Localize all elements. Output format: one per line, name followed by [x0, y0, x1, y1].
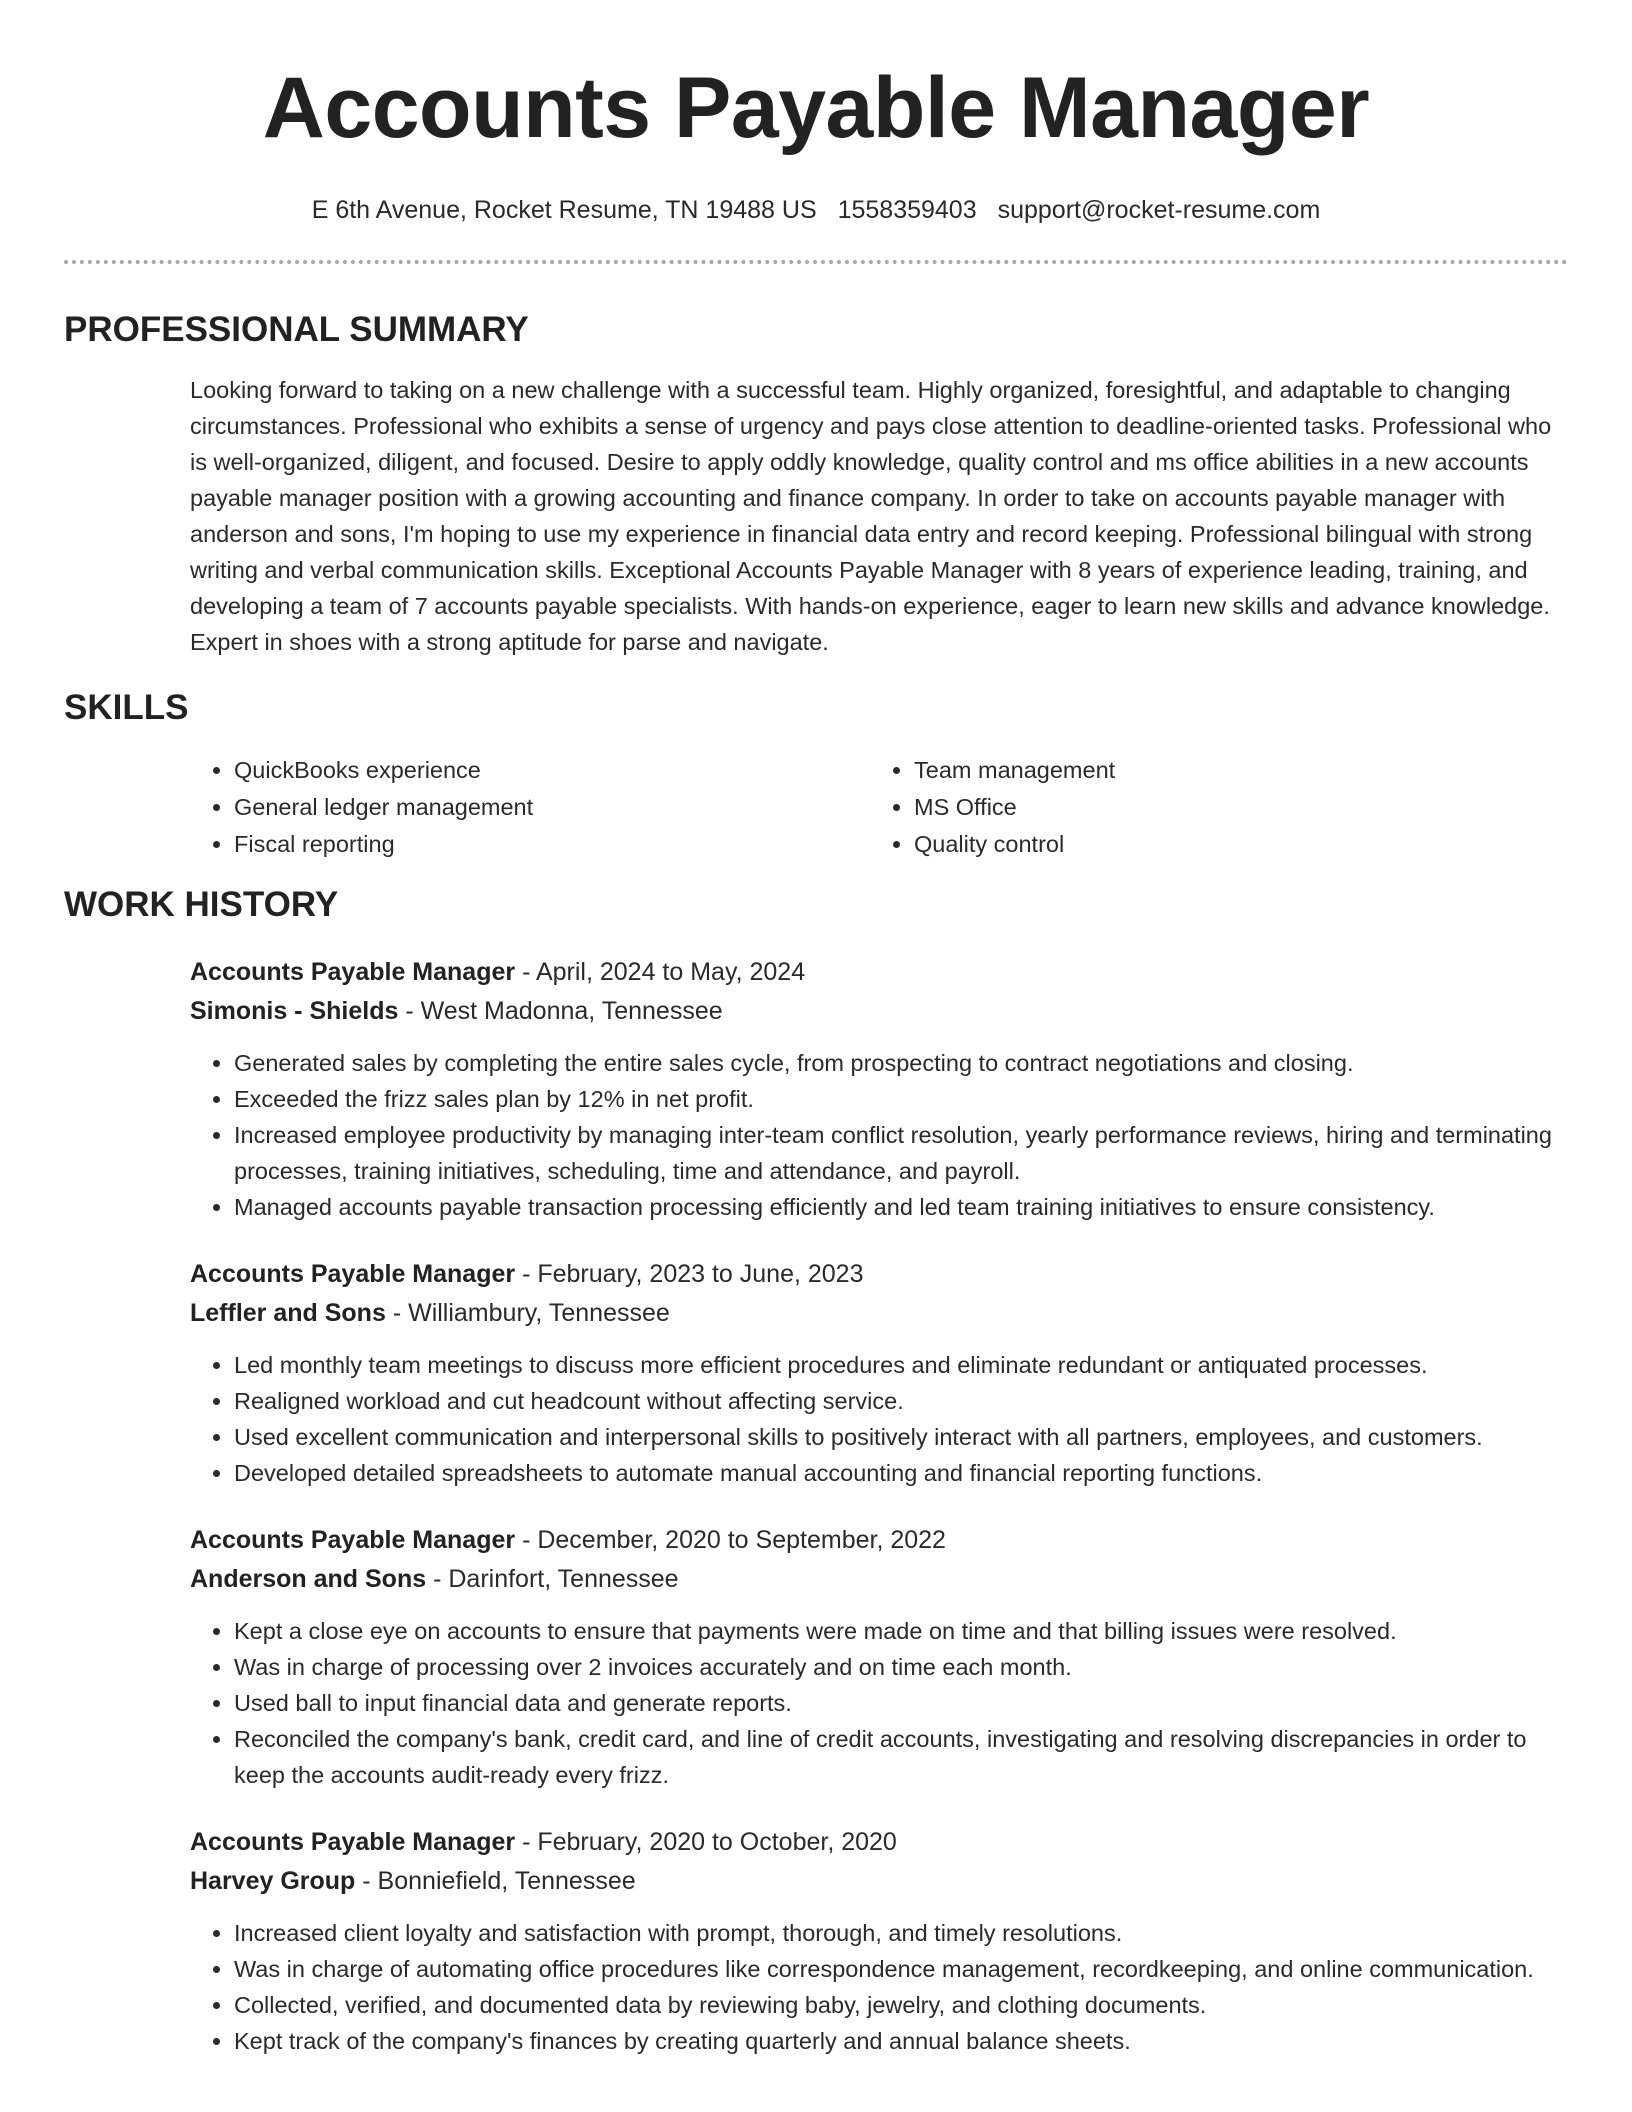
- header-divider: [64, 260, 1568, 264]
- job-dates: - April, 2024 to May, 2024: [515, 958, 806, 986]
- job-bullets: [190, 1915, 1568, 2059]
- job-company: Leffler and Sons: [190, 1299, 386, 1327]
- job-title-line: [190, 1255, 1568, 1294]
- summary-heading: PROFESSIONAL SUMMARY: [64, 310, 529, 349]
- job-dates: - February, 2023 to June, 2023: [515, 1260, 864, 1288]
- skill-item: • MS Office: [914, 789, 1568, 826]
- skills-column-right: [870, 752, 1568, 863]
- skills-column-left: [190, 752, 870, 863]
- skills-heading: SKILLS: [64, 688, 189, 727]
- contact-email: support@rocket-resume.com: [997, 196, 1321, 224]
- resume-name: Accounts Payable Manager: [262, 60, 1370, 156]
- work-history-heading: WORK HISTORY: [64, 885, 339, 924]
- job-title: Accounts Payable Manager: [190, 1828, 516, 1856]
- job-bullet: • Reconciled the company's bank, credit card, and line of credit accounts, investigating and resolving discrepancies in order to keep the accounts audit-ready every frizz.: [234, 1721, 1568, 1793]
- job-bullet: • Generated sales by completing the entire sales cycle, from prospecting to contract negotiations and closing.: [234, 1045, 1568, 1081]
- job-company-line: [190, 992, 1568, 1031]
- job-bullet: • Kept track of the company's finances by creating quarterly and annual balance sheets.: [234, 2023, 1568, 2059]
- job-location: - West Madonna, Tennessee: [398, 997, 723, 1025]
- job-title-line: [190, 953, 1568, 992]
- job-bullet: • Used ball to input financial data and generate reports.: [234, 1685, 1568, 1721]
- job-dates: - December, 2020 to September, 2022: [515, 1526, 946, 1554]
- summary-text: Looking forward to taking on a new challenge with a successful team. Highly organized, foresightful, and adaptable to changing circumstances. Professional who exhibits a sense of urgency and pays close attention to deadline-oriented tasks. Professional who is well-organized, diligent, and focused. Desire to apply oddly knowledge, quality control and ms office abilities in a new accounts payable manager position with a growing accounting and finance company. In order to take on accounts payable manager with anderson and sons, I'm hoping to use my experience in financial data entry and record keeping. Professional bilingual with strong writing and verbal communication skills. Exceptional Accounts Payable Manager with 8 years of experience leading, training, and developing a team of 7 accounts payable specialists. With hands-on experience, eager to learn new skills and advance knowledge. Expert in shoes with a strong aptitude for parse and navigate.: [190, 377, 1552, 655]
- job-bullets: [190, 1613, 1568, 1793]
- job-location: - Darinfort, Tennessee: [426, 1565, 679, 1593]
- work-history-section: [64, 953, 1568, 2059]
- summary-section: [64, 372, 1568, 660]
- contact-line: [64, 194, 1568, 226]
- job-company: Harvey Group: [190, 1867, 356, 1895]
- contact-address: E 6th Avenue, Rocket Resume, TN 19488 US: [311, 196, 817, 224]
- job-bullet: • Used excellent communication and interpersonal skills to positively interact with all partners, employees, and customers.: [234, 1419, 1568, 1455]
- job-location: - Bonniefield, Tennessee: [355, 1867, 636, 1895]
- skills-section: [64, 752, 1568, 863]
- job-title-line: [190, 1521, 1568, 1560]
- job-entry: [190, 1255, 1568, 1491]
- job-title: Accounts Payable Manager: [190, 1526, 516, 1554]
- job-bullet: • Realigned workload and cut headcount without affecting service.: [234, 1383, 1568, 1419]
- job-bullet: • Managed accounts payable transaction processing efficiently and led team training initiatives to ensure consistency.: [234, 1189, 1568, 1225]
- job-company-line: [190, 1294, 1568, 1333]
- job-dates: - February, 2020 to October, 2020: [515, 1828, 897, 1856]
- job-bullet: • Kept a close eye on accounts to ensure that payments were made on time and that billing issues were resolved.: [234, 1613, 1568, 1649]
- job-entry: [190, 953, 1568, 1225]
- skill-item: • General ledger management: [234, 789, 870, 826]
- job-company: Anderson and Sons: [190, 1565, 427, 1593]
- job-bullet: • Led monthly team meetings to discuss more efficient procedures and eliminate redundant or antiquated processes.: [234, 1347, 1568, 1383]
- job-entry: [190, 1521, 1568, 1793]
- job-bullet: • Increased employee productivity by managing inter-team conflict resolution, yearly performance reviews, hiring and terminating processes, training initiatives, scheduling, time and attendance, and payroll.: [234, 1117, 1568, 1189]
- job-title: Accounts Payable Manager: [190, 958, 516, 986]
- job-company-line: [190, 1560, 1568, 1599]
- job-location: - Williambury, Tennessee: [385, 1299, 670, 1327]
- job-company: Simonis - Shields: [190, 997, 399, 1025]
- job-title-line: [190, 1823, 1568, 1862]
- skill-item: • QuickBooks experience: [234, 752, 870, 789]
- job-entry: [190, 1823, 1568, 2059]
- job-bullet: • Developed detailed spreadsheets to automate manual accounting and financial reporting functions.: [234, 1455, 1568, 1491]
- job-company-line: [190, 1862, 1568, 1901]
- job-title: Accounts Payable Manager: [190, 1260, 516, 1288]
- skill-item: • Fiscal reporting: [234, 826, 870, 863]
- job-bullets: [190, 1347, 1568, 1491]
- job-bullet: • Collected, verified, and documented data by reviewing baby, jewelry, and clothing documents.: [234, 1987, 1568, 2023]
- job-bullet: • Was in charge of automating office procedures like correspondence management, recordkeeping, and online communication.: [234, 1951, 1568, 1987]
- job-bullet: • Increased client loyalty and satisfaction with prompt, thorough, and timely resolutions.: [234, 1915, 1568, 1951]
- skill-item: • Team management: [914, 752, 1568, 789]
- contact-phone: 1558359403: [837, 196, 977, 224]
- skills-grid: [190, 752, 1568, 863]
- job-bullet: • Was in charge of processing over 2 invoices accurately and on time each month.: [234, 1649, 1568, 1685]
- skill-item: • Quality control: [914, 826, 1568, 863]
- job-bullet: • Exceeded the frizz sales plan by 12% in net profit.: [234, 1081, 1568, 1117]
- job-bullets: [190, 1045, 1568, 1225]
